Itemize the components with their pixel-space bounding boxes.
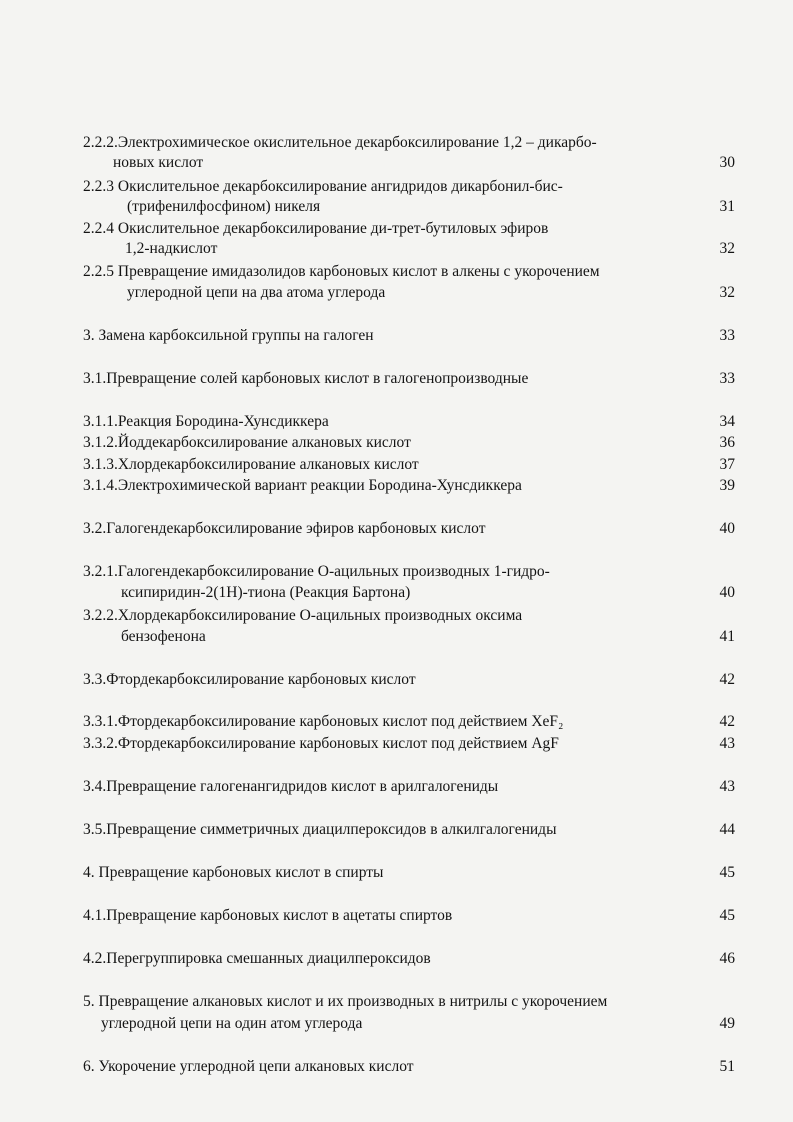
toc-entry-page-number: 41 bbox=[719, 628, 735, 645]
toc-entry-title-line: 3.2.2.Хлордекарбоксилирование О-ацильных производных оксима bbox=[83, 607, 523, 624]
toc-entry-title-line: ксипиридин-2(1Н)-тиона (Реакция Бартона) bbox=[121, 584, 411, 601]
toc-entry-title-line: 3.3.Фтордекарбоксилирование карбоновых кислот bbox=[83, 671, 416, 688]
toc-entry-title-line: углеродной цепи на два атома углерода bbox=[127, 284, 386, 301]
toc-entry-page-number: 51 bbox=[719, 1058, 735, 1075]
toc-entry-title-line: 2.2.4 Окислительное декарбоксилирование ди-трет-бутиловых эфиров bbox=[83, 220, 549, 237]
toc-entry-page-number: 40 bbox=[719, 584, 735, 601]
toc-entry-title-line: 3.2.Галогендекарбоксилирование эфиров карбоновых кислот bbox=[83, 520, 486, 537]
toc-entry-page-number: 49 bbox=[719, 1015, 735, 1032]
toc-entry-page-number: 34 bbox=[719, 413, 735, 430]
toc-entry-page-number: 31 bbox=[719, 198, 735, 215]
toc-entry-title-line: 1,2-надкислот bbox=[125, 240, 218, 257]
toc-entry-title-line: 4.1.Превращение карбоновых кислот в ацетаты спиртов bbox=[83, 907, 453, 924]
toc-entry-page-number: 43 bbox=[719, 735, 735, 752]
toc-entry-page-number: 30 bbox=[719, 154, 735, 171]
toc-entry-page-number: 40 bbox=[719, 520, 735, 537]
toc-entry-page-number: 36 bbox=[719, 434, 735, 451]
toc-entry-title-line: 2.2.5 Превращение имидазолидов карбоновых кислот в алкены с укорочением bbox=[83, 263, 600, 280]
toc-entry-title-line: 4. Превращение карбоновых кислот в спирты bbox=[83, 864, 384, 881]
toc-entry-title-line: 3.5.Превращение симметричных диацилпероксидов в алкилгалогениды bbox=[83, 821, 557, 838]
toc-entry-page-number: 44 bbox=[719, 821, 735, 838]
toc-entry-page-number: 45 bbox=[719, 864, 735, 881]
toc-entry-title-line: 2.2.3 Окислительное декарбоксилирование ангидридов дикарбонил-бис- bbox=[83, 178, 563, 195]
toc-entry-title-line: 3.1.4.Электрохимической вариант реакции Бородина-Хунсдиккера bbox=[83, 477, 522, 494]
toc-entry-title-line: 3.2.1.Галогендекарбоксилирование О-ацильных производных 1-гидро- bbox=[83, 563, 550, 580]
toc-entry-title-line: 3.3.2.Фтордекарбоксилирование карбоновых кислот под действием AgF bbox=[83, 735, 559, 752]
toc-entry-page-number: 32 bbox=[719, 240, 735, 257]
toc-entry-page-number: 43 bbox=[719, 778, 735, 795]
toc-entry-page-number: 33 bbox=[719, 327, 735, 344]
toc-entry-title-line: 3.1.Превращение солей карбоновых кислот в галогенопроизводные bbox=[83, 370, 529, 387]
toc-entry-title-line: углеродной цепи на один атом углерода bbox=[101, 1015, 363, 1032]
toc-entry-page-number: 42 bbox=[719, 671, 735, 688]
toc-entry-title-line: 4.2.Перегруппировка смешанных диацилпероксидов bbox=[83, 950, 431, 967]
toc-entry-title-line: 6. Укорочение углеродной цепи алкановых кислот bbox=[83, 1058, 414, 1075]
toc-entry-title-line: 3.1.2.Йоддекарбоксилирование алкановых кислот bbox=[83, 434, 411, 451]
toc-entry-page-number: 45 bbox=[719, 907, 735, 924]
toc-entry-title-line: 2.2.2.Электрохимическое окислительное декарбоксилирование 1,2 – дикарбо- bbox=[83, 134, 597, 151]
toc-entry-title-line: бензофенона bbox=[121, 628, 206, 645]
toc-entry-page-number: 32 bbox=[719, 284, 735, 301]
toc-entry-page-number: 42 bbox=[719, 713, 735, 730]
toc-entry-title-line: 3. Замена карбоксильной группы на галоген bbox=[83, 327, 374, 344]
toc-entry-title-line: (трифенилфосфином) никеля bbox=[127, 198, 321, 215]
toc-entry-page-number: 33 bbox=[719, 370, 735, 387]
toc-entry-title-line: 3.4.Превращение галогенангидридов кислот в арилгалогениды bbox=[83, 778, 499, 795]
toc-entry-title-line: 3.1.3.Хлордекарбоксилирование алкановых кислот bbox=[83, 456, 419, 473]
toc-entry-page-number: 46 bbox=[719, 950, 735, 967]
toc-entry-title-line: 3.1.1.Реакция Бородина-Хунсдиккера bbox=[83, 413, 329, 430]
toc-entry-title-line: новых кислот bbox=[113, 154, 204, 171]
toc-entry-title-line: 3.3.1.Фтордекарбоксилирование карбоновых кислот под действием XeF₂ bbox=[83, 713, 564, 730]
toc-entry-page-number: 39 bbox=[719, 477, 735, 494]
toc-entry-page-number: 37 bbox=[719, 456, 735, 473]
toc-entry-title-line: 5. Превращение алкановых кислот и их производных в нитрилы с укорочением bbox=[83, 993, 608, 1010]
